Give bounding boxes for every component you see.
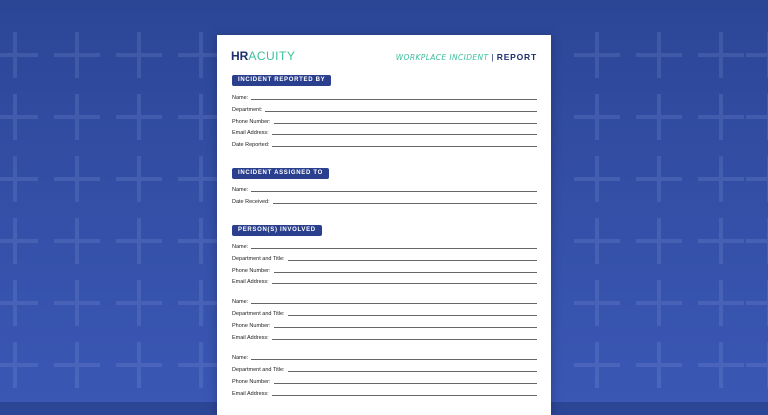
field-label: Phone Number: — [232, 379, 271, 385]
title-separator: | — [491, 52, 494, 62]
background-plus-shape — [746, 94, 768, 140]
background-plus-shape — [698, 342, 744, 388]
field-line[interactable] — [288, 260, 537, 261]
logo-acuity-text: ACUITY — [248, 49, 296, 63]
field-label: Department and Title: — [232, 311, 285, 317]
field-label: Date Reported: — [232, 142, 270, 148]
background-plus-shape — [116, 156, 162, 202]
field-reporter-phone[interactable] — [232, 116, 537, 125]
background-plus-shape — [0, 94, 38, 140]
field-label: Date Received: — [232, 199, 270, 205]
background-plus-shape — [54, 280, 100, 326]
section-heading-assigned-to: INCIDENT ASSIGNED TO — [232, 168, 329, 179]
background-plus-shape — [698, 32, 744, 78]
field-person3-name[interactable] — [232, 352, 537, 361]
field-label: Department: — [232, 107, 263, 113]
field-line[interactable] — [288, 315, 537, 316]
field-label: Name: — [232, 355, 249, 361]
background-plus-shape — [116, 94, 162, 140]
field-label: Email Address: — [232, 279, 269, 285]
background-plus-shape — [636, 32, 682, 78]
hr-acuity-logo — [231, 49, 295, 63]
field-label: Name: — [232, 187, 249, 193]
field-line[interactable] — [272, 395, 537, 396]
title-workplace-incident: WORKPLACE INCIDENT — [395, 53, 489, 62]
field-label: Phone Number: — [232, 119, 271, 125]
field-label: Name: — [232, 244, 249, 250]
section-heading-persons-involved: PERSON(S) INVOLVED — [232, 225, 322, 236]
field-line[interactable] — [265, 111, 537, 112]
background-plus-shape — [574, 280, 620, 326]
background-plus-shape — [0, 218, 38, 264]
field-person3-phone[interactable] — [232, 376, 537, 385]
field-line[interactable] — [273, 203, 537, 204]
field-reporter-email[interactable] — [232, 127, 537, 136]
field-line[interactable] — [251, 248, 537, 249]
background-plus-shape — [0, 156, 38, 202]
background-plus-shape — [54, 218, 100, 264]
field-label: Email Address: — [232, 335, 269, 341]
background-plus-shape — [636, 94, 682, 140]
field-person3-dept-title[interactable] — [232, 364, 537, 373]
field-person1-dept-title[interactable] — [232, 253, 537, 262]
field-line[interactable] — [272, 339, 537, 340]
background-plus-shape — [574, 218, 620, 264]
background-plus-shape — [116, 280, 162, 326]
field-reporter-department[interactable] — [232, 104, 537, 113]
background-plus-shape — [116, 32, 162, 78]
background-plus-shape — [636, 218, 682, 264]
field-label: Phone Number: — [232, 323, 271, 329]
background-plus-shape — [746, 342, 768, 388]
background-plus-shape — [0, 280, 38, 326]
background-plus-shape — [698, 218, 744, 264]
background-plus-shape — [636, 280, 682, 326]
background-plus-shape — [636, 156, 682, 202]
incident-report-form — [217, 35, 551, 415]
field-label: Department and Title: — [232, 256, 285, 262]
background-plus-shape — [574, 32, 620, 78]
field-person2-name[interactable] — [232, 296, 537, 305]
background-plus-shape — [0, 342, 38, 388]
field-line[interactable] — [251, 359, 537, 360]
field-line[interactable] — [288, 371, 537, 372]
field-line[interactable] — [272, 134, 537, 135]
background-plus-shape — [746, 32, 768, 78]
field-person1-email[interactable] — [232, 276, 537, 285]
field-person3-email[interactable] — [232, 388, 537, 397]
field-date-received[interactable] — [232, 196, 537, 205]
background-plus-shape — [574, 156, 620, 202]
field-line[interactable] — [274, 272, 537, 273]
background-plus-shape — [0, 32, 38, 78]
field-date-reported[interactable] — [232, 139, 537, 148]
field-line[interactable] — [272, 146, 537, 147]
background-plus-shape — [698, 280, 744, 326]
field-line[interactable] — [272, 283, 537, 284]
background-plus-shape — [116, 342, 162, 388]
logo-hr-text: HR — [231, 49, 249, 63]
background-plus-shape — [54, 32, 100, 78]
background-plus-shape — [54, 342, 100, 388]
field-person2-email[interactable] — [232, 332, 537, 341]
field-label: Phone Number: — [232, 268, 271, 274]
background-plus-shape — [574, 94, 620, 140]
field-reporter-name[interactable] — [232, 92, 537, 101]
report-title — [396, 52, 537, 62]
background-plus-shape — [636, 342, 682, 388]
background-plus-shape — [116, 218, 162, 264]
background-plus-shape — [746, 280, 768, 326]
field-line[interactable] — [274, 327, 537, 328]
background-plus-shape — [54, 156, 100, 202]
field-line[interactable] — [274, 383, 537, 384]
field-label: Name: — [232, 299, 249, 305]
field-line[interactable] — [251, 99, 537, 100]
field-person1-phone[interactable] — [232, 265, 537, 274]
background-plus-shape — [698, 94, 744, 140]
section-heading-reported-by: INCIDENT REPORTED BY — [232, 75, 331, 86]
field-label: Email Address: — [232, 130, 269, 136]
field-label: Department and Title: — [232, 367, 285, 373]
field-person2-phone[interactable] — [232, 320, 537, 329]
field-label: Email Address: — [232, 391, 269, 397]
background-plus-shape — [54, 94, 100, 140]
field-person1-name[interactable] — [232, 241, 537, 250]
field-line[interactable] — [251, 303, 537, 304]
field-person2-dept-title[interactable] — [232, 308, 537, 317]
background-plus-shape — [574, 342, 620, 388]
field-assignee-name[interactable] — [232, 184, 537, 193]
background-plus-shape — [698, 156, 744, 202]
field-line[interactable] — [274, 123, 537, 124]
title-report: REPORT — [496, 52, 537, 62]
field-line[interactable] — [251, 191, 537, 192]
background-plus-shape — [746, 218, 768, 264]
background-plus-shape — [746, 156, 768, 202]
field-label: Name: — [232, 95, 249, 101]
